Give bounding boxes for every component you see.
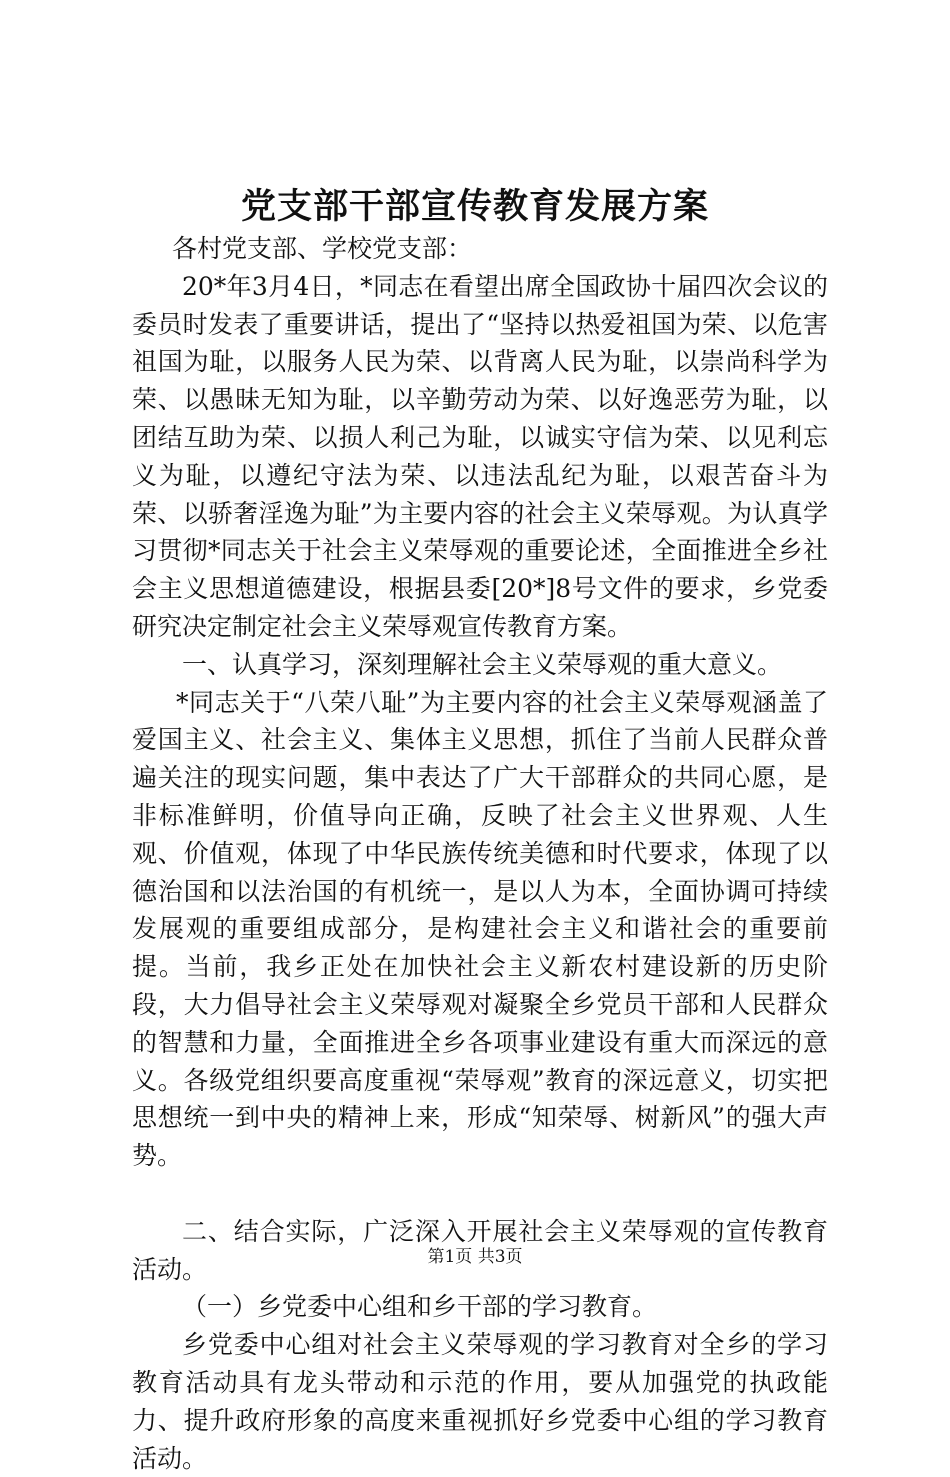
page-footer: 第1页 共3页 — [427, 1247, 523, 1267]
section-heading-2: 二、结合实际，广泛深入开展社会主义荣辱观的宣传教育活动。 — [132, 1216, 828, 1284]
subsection-heading-1: （一）乡党委中心组和乡干部的学习教育。 — [182, 1292, 658, 1322]
document-title: 党支部干部宣传教育发展方案 — [240, 186, 709, 227]
paragraph-center-group: 乡党委中心组对社会主义荣辱观的学习教育对全乡的学习教育活动具有龙头带动和示范的作用，要从加强党的执政能力、提升政府形象的高度来重视抓好乡党委中心组的学习教育活动。 — [132, 1330, 828, 1473]
salutation: 各村党支部、学校党支部： — [172, 234, 473, 263]
paragraph-significance: *同志关于“八荣八耻”为主要内容的社会主义荣辱观涵盖了爱国主义、社会主义、集体主义思想，抓住了当前人民群众普遍关注的现实问题，集中表达了广大干部群众的共同心愿，是非标准鲜明，价值导向正确，反映了社会主义世界观、人生观、价值观，体现了中华民族传统美德和时代要求，体现了以德治国和以法治国的有机统一，是以人为本，全面协调可持续发展观的重要组成部分，是构建社会主义和谐社会的重要前提。当前，我乡正处在加快社会主义新农村建设新的历史阶段，大力倡导社会主义荣辱观对凝聚全乡党员干部和人民群众的智慧和力量，全面推进全乡各项事业建设有重大而深远的意义。各级党组织要高度重视“荣辱观”教育的深远意义，切实把思想统一到中央的精神上来，形成“知荣辱、树新风”的强大声势。 — [132, 687, 828, 1171]
document-body — [132, 230, 828, 1477]
section-heading-1: 一、认真学习，深刻理解社会主义荣辱观的重大意义。 — [182, 649, 783, 679]
paragraph-spacer — [132, 1175, 828, 1213]
paragraph-intro: 20*年3月4日，*同志在看望出席全国政协十届四次会议的委员时发表了重要讲话，提出了“坚持以热爱祖国为荣、以危害祖国为耻，以服务人民为荣、以背离人民为耻，以崇尚科学为荣、以愚昧无知为耻，以辛勤劳动为荣、以好逸恶劳为耻，以团结互助为荣、以损人利己为耻，以诚实守信为荣、以见利忘义为耻，以遵纪守法为荣、以违法乱纪为耻，以艰苦奋斗为荣、以骄奢淫逸为耻”为主要内容的社会主义荣辱观。为认真学习贯彻*同志关于社会主义荣辱观的重要论述，全面推进全乡社会主义思想道德建设，根据县委[20*]8号文件的要求，乡党委研究决定制定社会主义荣辱观宣传教育方案。 — [132, 271, 828, 641]
